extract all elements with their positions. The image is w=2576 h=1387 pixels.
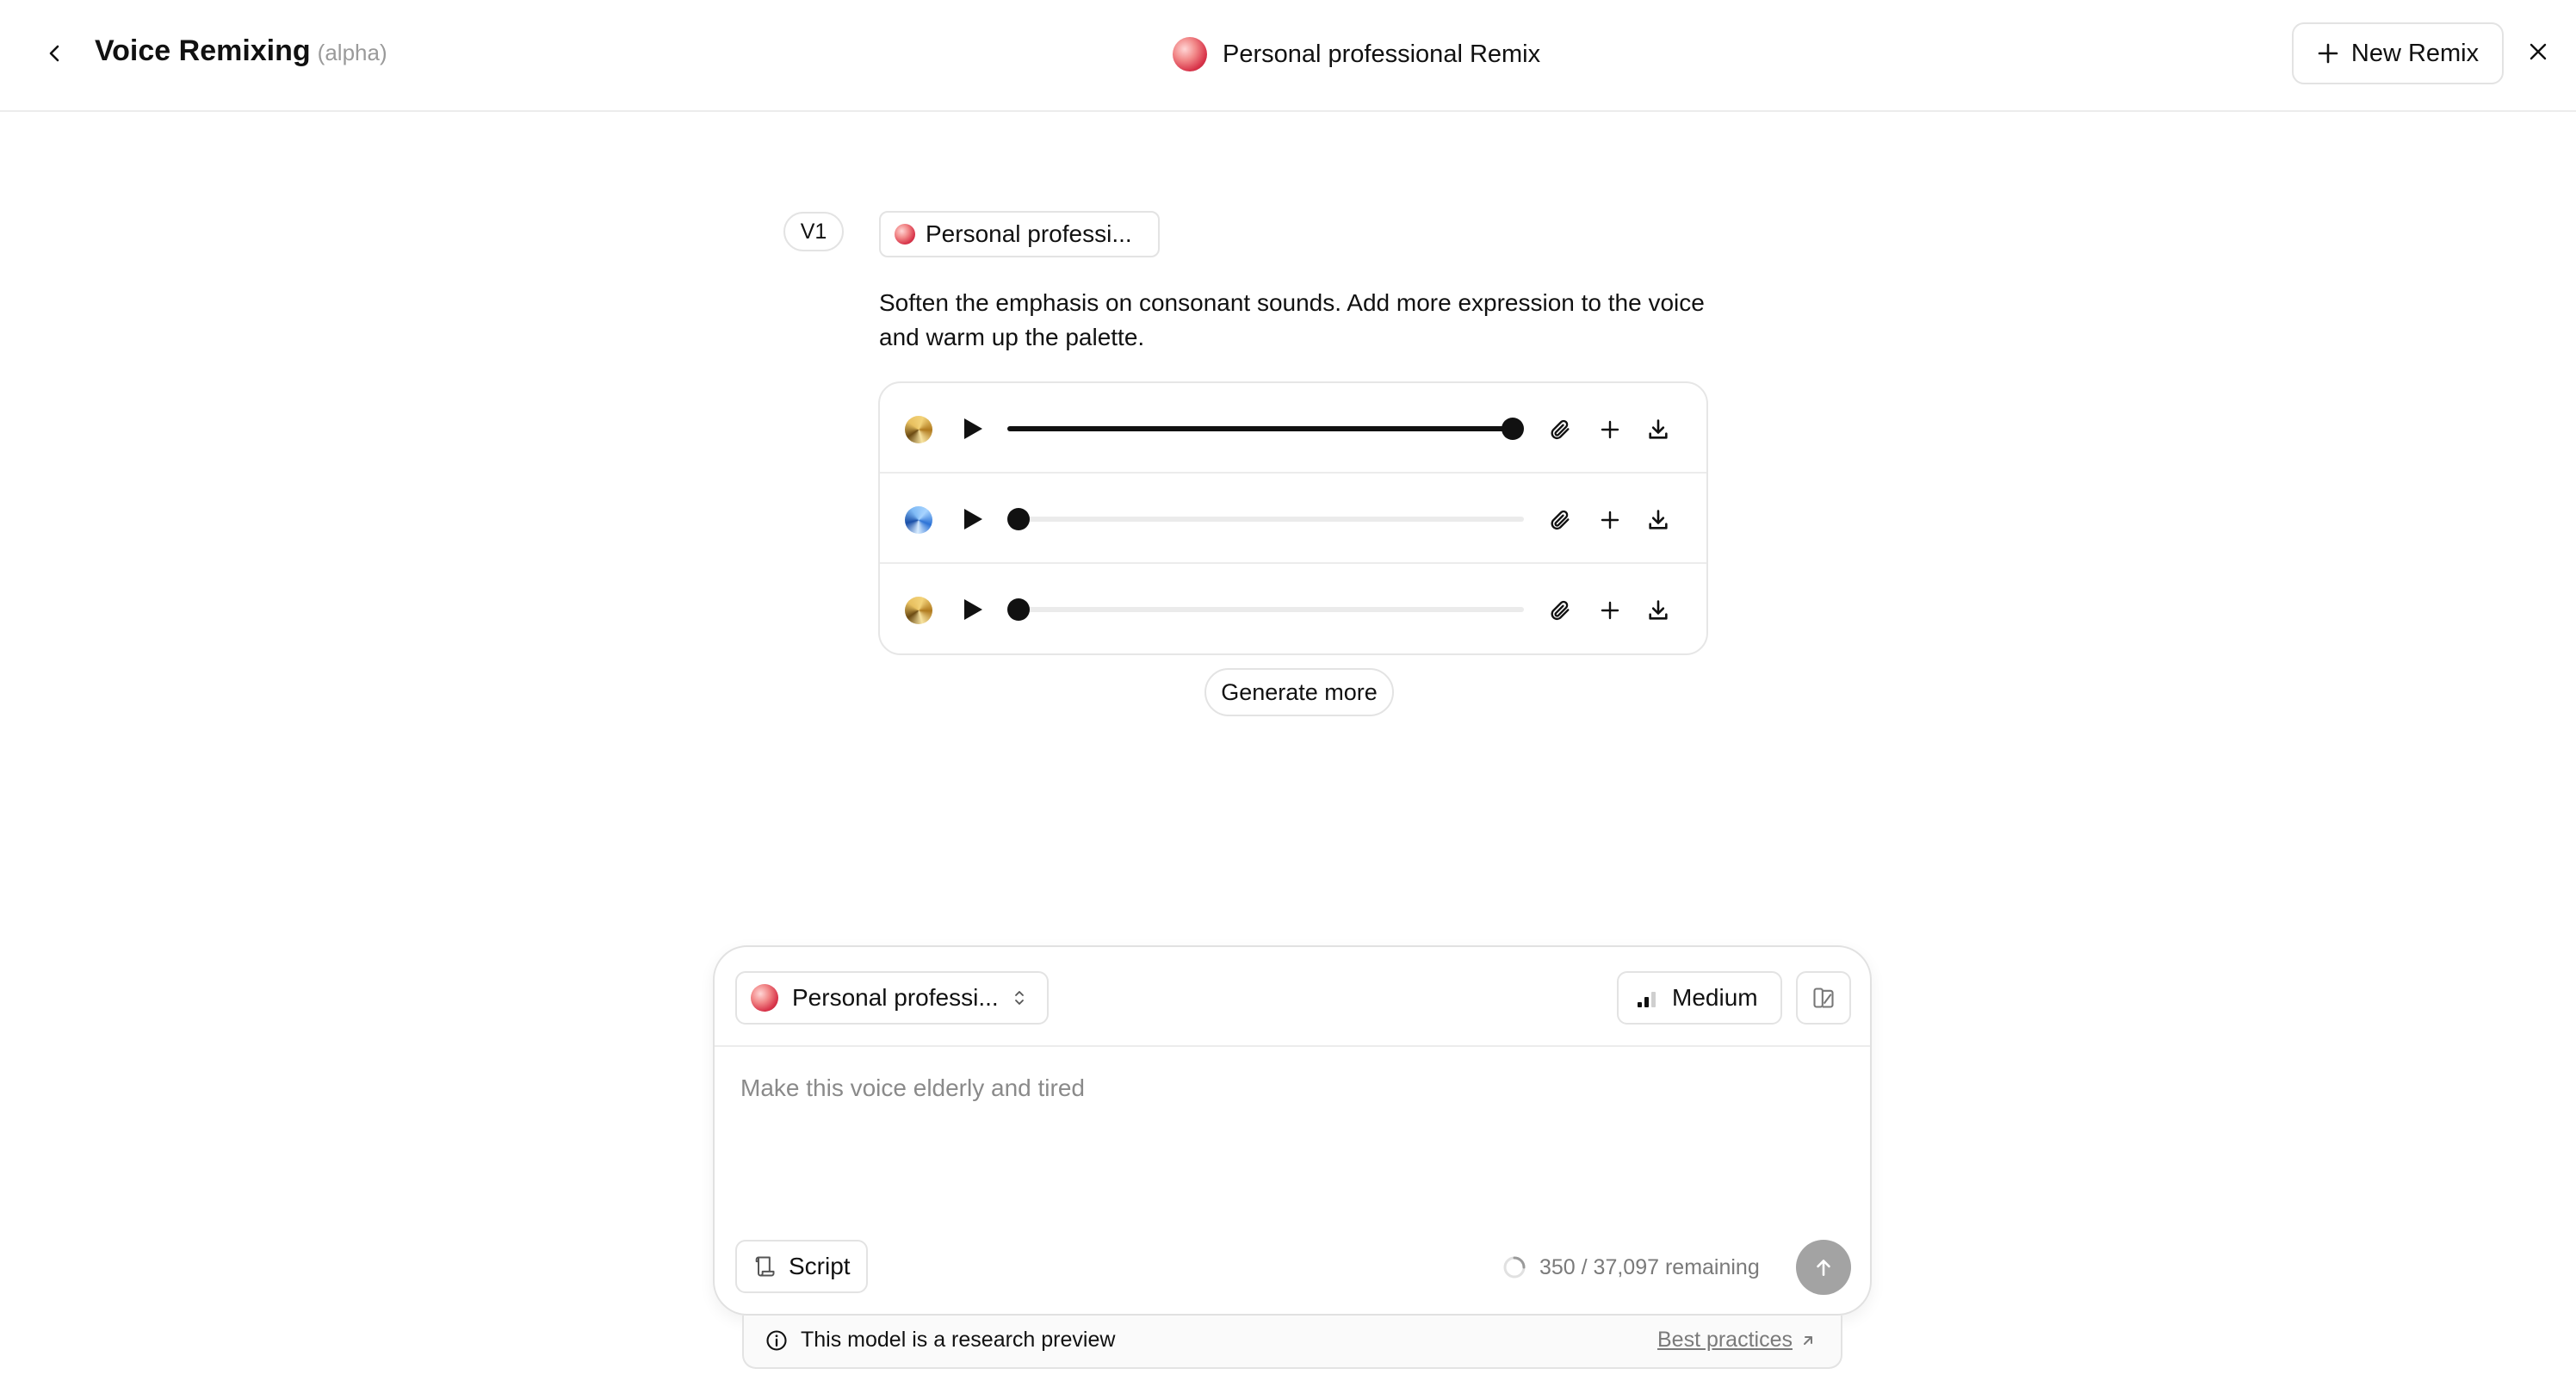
external-link-icon [1799, 1332, 1817, 1349]
remix-prompt-input[interactable] [740, 1074, 1842, 1195]
script-label: Script [789, 1253, 851, 1279]
voice-avatar [751, 984, 778, 1012]
progress-thumb[interactable] [1007, 508, 1030, 530]
download-icon [1646, 598, 1670, 622]
attach-button[interactable] [1545, 595, 1576, 626]
add-button[interactable] [1595, 505, 1625, 536]
research-preview-notice [742, 1316, 1842, 1369]
quality-button[interactable] [1617, 971, 1782, 1025]
play-icon [962, 507, 984, 531]
sample-row [880, 474, 1706, 564]
plus-icon [1600, 600, 1620, 621]
progress-thumb[interactable] [1007, 598, 1030, 621]
app-title-text: Voice Remixing [95, 34, 311, 67]
progress-fill [1007, 426, 1513, 431]
signal-bars-icon [1636, 988, 1660, 1008]
voice-select-label: Personal professi... [792, 984, 999, 1011]
generate-more-button[interactable]: Generate more [1204, 668, 1394, 716]
compare-button[interactable] [1796, 971, 1851, 1025]
play-button[interactable] [957, 413, 988, 444]
voice-avatar [1173, 37, 1207, 71]
scroll-icon [752, 1254, 777, 1279]
compare-icon [1811, 986, 1836, 1010]
sample-avatar [905, 416, 932, 443]
composer [713, 945, 1872, 1316]
download-icon [1646, 508, 1670, 532]
play-button[interactable] [957, 594, 988, 625]
send-button[interactable] [1796, 1240, 1851, 1295]
paperclip-icon [1548, 418, 1572, 442]
chevron-up-down-icon [1012, 988, 1026, 1008]
best-practices-label: Best practices [1656, 1328, 1793, 1352]
arrow-up-icon [1812, 1256, 1835, 1279]
progress-thumb[interactable] [1502, 418, 1524, 440]
spinner-icon [1502, 1254, 1527, 1280]
sample-avatar [905, 506, 932, 534]
version-badge: V1 [783, 212, 844, 251]
best-practices-link[interactable] [1657, 1328, 1817, 1353]
remix-title [1173, 34, 1540, 74]
notice-label: This model is a research preview [801, 1328, 1116, 1352]
add-button[interactable] [1595, 414, 1625, 445]
sample-row [880, 383, 1706, 474]
remix-title-text: Personal professional Remix [1223, 40, 1541, 68]
plus-icon [1600, 419, 1620, 440]
top-bar [0, 0, 2576, 112]
close-icon [2529, 42, 2548, 61]
play-icon [962, 417, 984, 441]
plus-icon [2317, 42, 2339, 65]
voice-avatar [895, 224, 915, 245]
download-button[interactable] [1643, 595, 1674, 626]
chevron-left-icon [46, 44, 65, 63]
download-button[interactable] [1643, 505, 1674, 536]
progress-slider[interactable] [1007, 426, 1524, 431]
plus-icon [1600, 510, 1620, 530]
new-remix-label: New Remix [2350, 39, 2480, 67]
samples-list [878, 381, 1708, 655]
quality-label: Medium [1672, 984, 1758, 1011]
download-button[interactable] [1643, 414, 1674, 445]
attach-button[interactable] [1545, 414, 1576, 445]
paperclip-icon [1548, 508, 1572, 532]
app-title [95, 34, 387, 68]
paperclip-icon [1548, 598, 1572, 622]
character-counter [1502, 1252, 1760, 1283]
progress-slider[interactable] [1007, 517, 1524, 522]
version-voice-chip[interactable] [879, 211, 1160, 257]
alpha-tag: (alpha) [317, 40, 387, 65]
voice-select[interactable] [735, 971, 1049, 1025]
composer-divider [715, 1045, 1870, 1047]
info-icon [765, 1328, 789, 1353]
play-icon [962, 598, 984, 622]
play-button[interactable] [957, 504, 988, 535]
version-prompt: Soften the emphasis on consonant sounds. Add more expression to the voice and warm up the palette. [879, 289, 1705, 350]
close-button[interactable] [2521, 34, 2555, 69]
attach-button[interactable] [1545, 505, 1576, 536]
download-icon [1646, 418, 1670, 442]
progress-slider[interactable] [1007, 607, 1524, 612]
sample-avatar [905, 597, 932, 624]
voice-chip-label: Personal professi... [926, 220, 1132, 247]
add-button[interactable] [1595, 595, 1625, 626]
notice-text [765, 1328, 1115, 1353]
counter-text: 350 / 37,097 remaining [1539, 1254, 1760, 1279]
sample-row [880, 564, 1706, 654]
new-remix-button[interactable] [2292, 22, 2504, 84]
script-button[interactable] [735, 1240, 868, 1293]
back-button[interactable] [38, 36, 72, 71]
